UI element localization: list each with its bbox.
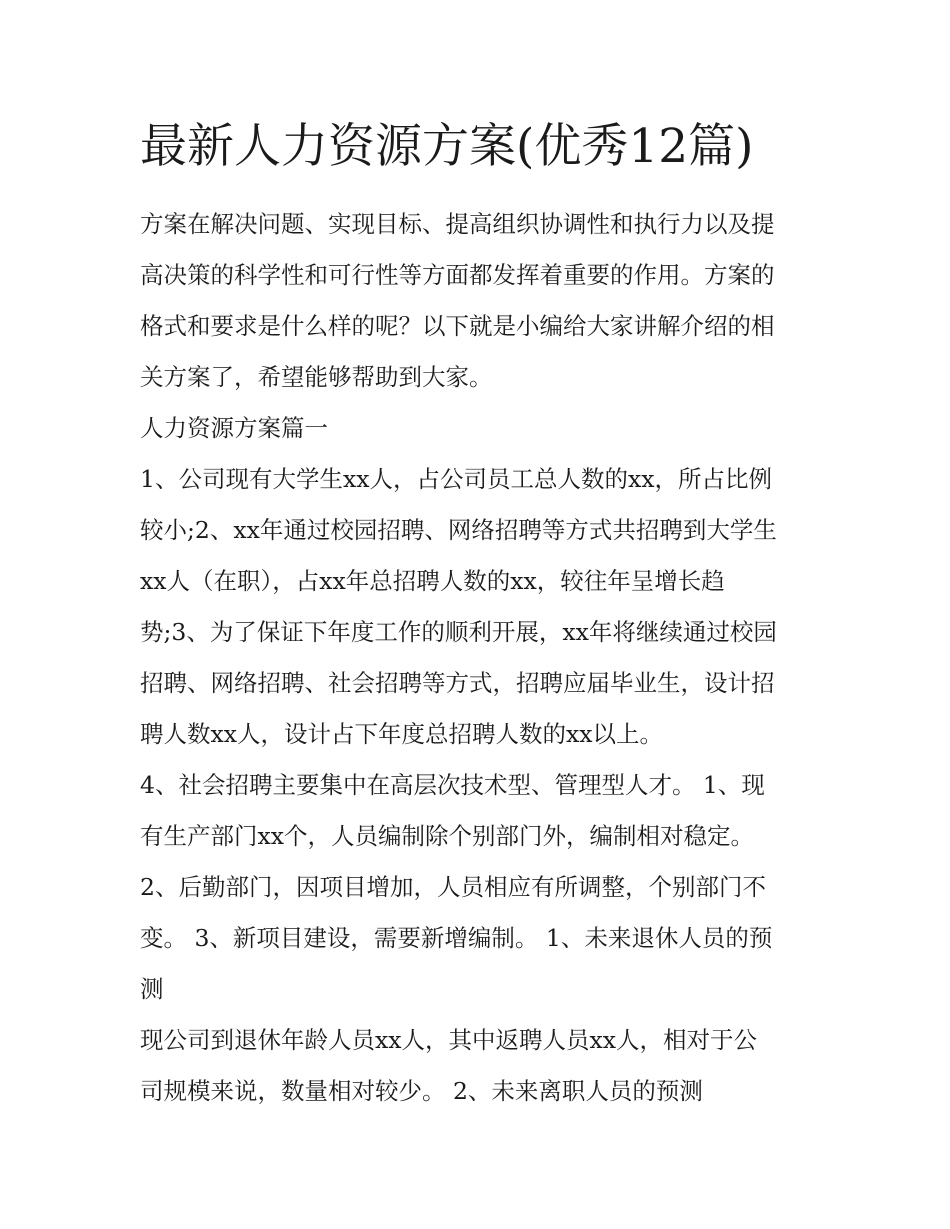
body-line: 测 [140,975,164,1003]
body-line: 招聘、网络招聘、社会招聘等方式，招聘应届毕业生，设计招 [140,669,775,697]
body-line: 4、社会招聘主要集中在高层次技术型、管理型人才。 1、现 [140,771,765,799]
body-line: 格式和要求是什么样的呢？以下就是小编给大家讲解介绍的相 [140,312,775,340]
body-line: 势;3、为了保证下年度工作的顺利开展，xx年将继续通过校园 [140,618,777,646]
body-line: 司规模来说，数量相对较少。 2、未来离职人员的预测 [140,1077,703,1105]
document-title: 最新人力资源方案(优秀12篇) [140,119,754,174]
body-line: 关方案了，希望能够帮助到大家。 [140,363,493,391]
body-line: 方案在解决问题、实现目标、提高组织协调性和执行力以及提 [140,210,775,238]
body-line: 有生产部门xx个，人员编制除个别部门外，编制相对稳定。 [140,822,755,850]
document-body [140,199,812,1117]
body-line: 变。 3、新项目建设，需要新增编制。 1、未来退休人员的预 [140,924,773,952]
body-line: xx人（在职），占xx年总招聘人数的xx，较往年呈增长趋 [140,567,725,595]
body-line: 较小;2、xx年通过校园招聘、网络招聘等方式共招聘到大学生 [140,516,777,544]
body-line: 2、后勤部门，因项目增加，人员相应有所调整，个别部门不 [140,873,766,901]
body-line: 现公司到退休年龄人员xx人，其中返聘人员xx人，相对于公 [140,1026,758,1054]
body-line: 1、公司现有大学生xx人，占公司员工总人数的xx，所占比例 [140,465,772,493]
section-heading: 人力资源方案篇一 [140,414,328,442]
body-line: 聘人数xx人，设计占下年度总招聘人数的xx以上。 [140,720,664,748]
body-line: 高决策的科学性和可行性等方面都发挥着重要的作用。方案的 [140,261,775,289]
